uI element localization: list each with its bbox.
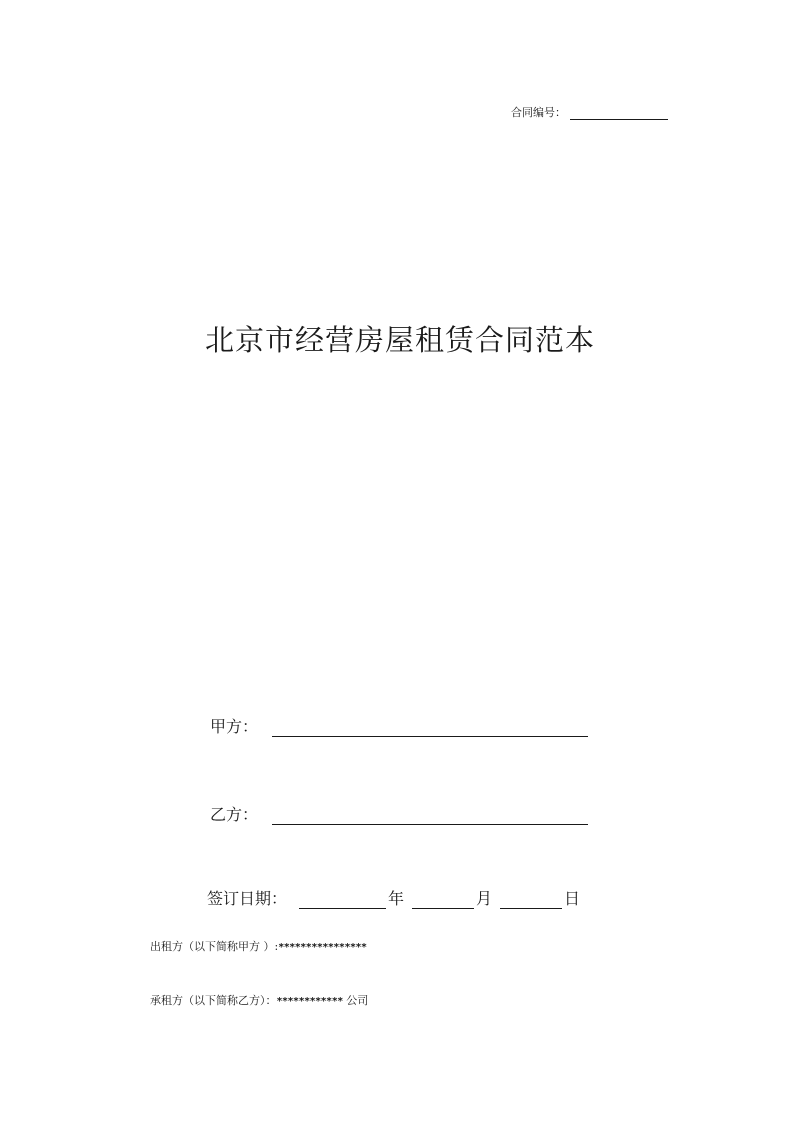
lessee-label: 承租方（以下简称乙方）： — [150, 994, 277, 1007]
party-b-row — [210, 802, 588, 825]
contract-number-blank — [570, 108, 668, 120]
sign-date-row — [207, 886, 580, 909]
lessee-suffix: 公司 — [342, 994, 369, 1007]
party-b-blank — [272, 808, 588, 825]
lessor-label: 出租方（以下简称甲方 ）: — [150, 940, 279, 953]
sign-date-label: 签订日期： — [207, 889, 288, 908]
document-title: 北京市经营房屋租赁合同范本 — [204, 323, 595, 357]
party-a-row — [210, 714, 588, 737]
lessee-value: ************ — [276, 996, 343, 1007]
party-a-blank — [272, 720, 588, 737]
lessor-line — [150, 938, 367, 954]
lessor-value: **************** — [278, 942, 367, 953]
contract-number-label: 合同编号： — [511, 106, 566, 119]
sign-month-label: 月 — [476, 889, 493, 908]
sign-year-blank — [299, 892, 386, 909]
sign-year-label: 年 — [388, 889, 405, 908]
sign-day-blank — [500, 892, 562, 909]
lessee-line — [150, 992, 368, 1008]
party-b-label: 乙方： — [210, 805, 259, 824]
sign-month-blank — [412, 892, 474, 909]
party-a-label: 甲方： — [210, 717, 259, 736]
sign-day-label: 日 — [564, 889, 581, 908]
contract-number — [511, 104, 668, 120]
